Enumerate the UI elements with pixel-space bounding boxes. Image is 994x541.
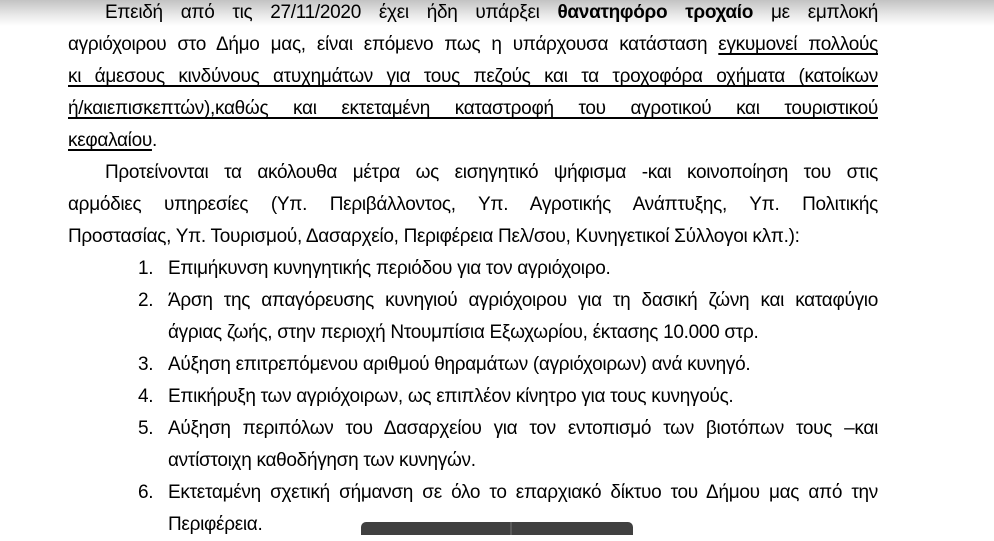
list-number: 4.: [138, 386, 154, 407]
list-item-text: Άρση της απαγόρευσης κυνηγιού αγριόχοιρου για τη δασική ζώνη και καταφύγιο: [168, 290, 878, 311]
list-item-text: Περιφέρεια.: [168, 514, 263, 535]
list-item-text: Επιμήκυνση κυνηγητικής περιόδου για τον αγριόχοιρο.: [168, 258, 611, 279]
paragraph1-line3: [68, 61, 878, 93]
list-item-1: [68, 253, 878, 285]
text-segment: αρμόδιες υπηρεσίες (Υπ. Περιβάλλοντος, Υπ. Αγροτικής Ανάπτυξης, Υπ. Πολιτικής: [68, 194, 878, 215]
list-item-2-line2: [68, 317, 878, 349]
list-item-4: [68, 381, 878, 413]
paragraph1-line1: [68, 0, 878, 29]
underline-segment: ή/καιεπισκεπτών),καθώς και εκτεταμένη καταστροφή του αγροτικού και τουριστικού: [68, 98, 878, 119]
list-item-text: άγριας ζωής, στην περιοχή Ντουμπίσια Εξωχωρίου, έκτασης 10.000 στρ.: [168, 322, 759, 343]
text-segment: Προστασίας, Υπ. Τουρισμού, Δασαρχείο, Περιφέρεια Πελ/σου, Κυνηγετικοί Σύλλογοι κλπ.):: [68, 226, 800, 247]
text-segment: με εμπλοκή: [753, 2, 878, 23]
list-item-text: Επικήρυξη των αγριόχοιρων, ως επιπλέον κίνητρο για τους κυνηγούς.: [168, 386, 734, 407]
paragraph1-line2: [68, 29, 878, 61]
underline-segment: κι άμεσους κινδύνους ατυχημάτων για τους πεζούς και τα τροχοφόρα οχήματα (κατοίκων: [68, 66, 878, 87]
toolbar-left-button[interactable]: [361, 522, 510, 535]
list-item-text: Αύξηση περιπόλων του Δασαρχείου για τον εντοπισμό των βιοτόπων τους –και: [168, 418, 878, 439]
viewer-floating-toolbar[interactable]: [361, 522, 633, 535]
list-number: 5.: [138, 418, 154, 439]
list-number: 3.: [138, 354, 154, 375]
list-item-text: Αύξηση επιτρεπόμενου αριθμού θηραμάτων (αγριόχοιρων) ανά κυνηγό.: [168, 354, 751, 375]
list-item-5-line2: [68, 445, 878, 477]
list-item-text: αντίστοιχη καθοδήγηση των κυνηγών.: [168, 450, 476, 471]
list-item-text: Εκτεταμένη σχετική σήμανση σε όλο το επαρχιακό δίκτυο του Δήμου μας από την: [168, 482, 878, 503]
paragraph2-line2: [68, 189, 878, 221]
paragraph2-line1: [68, 157, 878, 189]
list-number: 2.: [138, 290, 154, 311]
text-segment: Επειδή από τις 27/11/2020 έχει ήδη υπάρξει: [105, 2, 558, 23]
underline-segment: εγκυμονεί πολλούς: [718, 34, 878, 55]
list-item-2-line1: [68, 285, 878, 317]
list-number: 1.: [138, 258, 154, 279]
list-item-6-line1: [68, 477, 878, 509]
paragraph2-line3: [68, 221, 878, 253]
text-segment: .: [151, 130, 157, 151]
list-number: 6.: [138, 482, 154, 503]
paragraph1-line4: [68, 93, 878, 125]
list-item-5-line1: [68, 413, 878, 445]
underline-segment: κεφαλαίου: [68, 130, 152, 151]
paragraph1-line5: [68, 125, 878, 157]
document-page-text: [68, 0, 878, 541]
text-segment: αγριόχοιρου στο Δήμο μας, είναι επόμενο πως η υπάρχουσα κατάσταση: [68, 34, 719, 55]
list-item-3: [68, 349, 878, 381]
toolbar-right-button[interactable]: [512, 522, 633, 535]
bold-segment: θανατηφόρο τροχαίο: [557, 2, 754, 23]
text-segment: Προτείνονται τα ακόλουθα μέτρα ως εισηγητικό ψήφισμα -και κοινοποίηση του στις: [105, 162, 878, 183]
